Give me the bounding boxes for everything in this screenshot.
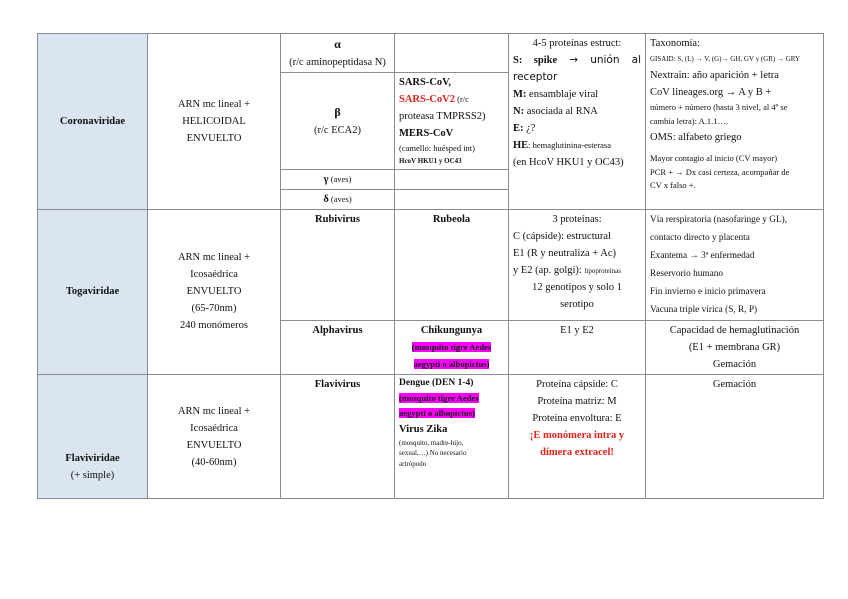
taxonomy-pcr-cont: CV x falso +. — [650, 180, 696, 191]
family-name: Flaviviridae — [65, 453, 120, 465]
taxonomy-oms: OMS: alfabeto griego — [650, 131, 742, 143]
genus-note: (r/c aminopeptidasa N) — [289, 57, 386, 69]
notes-cell — [646, 375, 824, 499]
protein-label: N: — [513, 106, 525, 117]
protein-line: Proteína cápside: C — [536, 379, 618, 391]
taxonomy-pcr: PCR + → Dx casi certeza, acompañar de — [650, 166, 790, 177]
genome-line: ARN mc lineal + — [177, 252, 251, 264]
family-name: Togaviridae — [65, 286, 120, 298]
notes-cell — [646, 209, 824, 321]
family-cell — [38, 34, 148, 210]
taxonomy-lineages: CoV lineages.org → A y B + — [650, 87, 772, 99]
species-note: proteasa TMPRSS2) — [399, 111, 486, 123]
taxonomy-cell — [646, 34, 824, 210]
genus-note: (aves) — [328, 193, 352, 204]
genus-symbol: δ — [323, 193, 329, 205]
species-rubeola — [395, 209, 509, 321]
note-line: Fin invierno e inicio primavera — [650, 287, 766, 298]
protein-he — [513, 137, 641, 154]
genus-note: (r/c ECA2) — [314, 125, 361, 137]
taxonomy-title: Taxonomía: — [650, 38, 701, 49]
vector-highlight: aegypti o albopictus) — [399, 408, 475, 419]
genus-gamma-cell — [281, 169, 395, 189]
protein-text: y E2 (ap. golgi): — [513, 264, 585, 276]
species-sars: SARS-CoV, — [399, 77, 452, 89]
protein-text: ¿? — [523, 123, 536, 134]
genome-line: ENVUELTO — [186, 132, 242, 144]
notes-cell — [646, 321, 824, 375]
species-note: (mosquito, madre-hijo, — [399, 438, 464, 447]
genome-line: HELICOIDAL — [182, 115, 246, 127]
protein-line: Proteína matriz: M — [537, 396, 617, 408]
genome-line: 240 monómeros — [180, 320, 248, 332]
protein-line: E1 y E2 — [560, 325, 594, 337]
species-beta-cell — [395, 73, 509, 169]
protein-s — [513, 52, 641, 86]
protein-line: Proteína envoltura: E — [532, 413, 622, 425]
protein-note: dímera extracel! — [540, 447, 614, 459]
genome-line: ARN mc lineal + — [177, 405, 251, 417]
proteins-cell — [509, 34, 646, 210]
genome-line: ARN mc lineal + — [177, 98, 251, 110]
family-note: (+ simple) — [70, 470, 115, 482]
note-line: Gemación — [712, 359, 757, 371]
protein-text: → unión al receptor — [513, 54, 641, 83]
note-line: Exantema → 3ª enfermedad — [650, 250, 755, 261]
protein-line: 3 proteínas: — [552, 213, 602, 225]
row-togaviridae — [38, 209, 824, 321]
taxonomy-lineages-detail: número + número (hasta 3 nivel, al 4º se — [650, 102, 788, 113]
taxonomy-contagio: Mayor contagio al inicio (CV mayor) — [650, 152, 778, 163]
genome-cell — [148, 34, 281, 210]
note-line: (E1 + membrana GR) — [688, 342, 781, 354]
species-zika: Virus Zika — [399, 424, 448, 436]
protein-line: 12 genotipos y solo 1 — [532, 281, 622, 293]
genome-line: Icosaédrica — [190, 269, 238, 281]
species-sars2 — [399, 91, 504, 108]
protein-e — [513, 120, 641, 137]
genome-line: (40-60nm) — [191, 456, 237, 468]
genus-name: Rubivirus — [315, 213, 360, 225]
protein-note: lipoproteínas — [584, 266, 622, 275]
protein-n — [513, 103, 641, 120]
genus-alpha-cell — [281, 34, 395, 73]
genus-beta-cell — [281, 73, 395, 169]
taxonomy-gisaid: GISAID: S, (L) → V, (G)→ GH, GV y (GR) → GRY — [650, 55, 801, 63]
genus-name: Flavivirus — [314, 379, 361, 391]
vector-highlight: aegypti o albopictus) — [413, 359, 490, 370]
species-note: artrópodo — [399, 459, 427, 468]
genus-rubivirus — [281, 209, 395, 321]
family-cell — [38, 209, 148, 375]
species-delta-cell — [395, 189, 509, 209]
protein-text: : hemaglutinina-esterasa — [528, 140, 612, 150]
species-name: Chikungunya — [420, 325, 483, 337]
proteins-title: 4-5 proteínas estruct: — [532, 38, 622, 49]
species-note: (camello: huésped int) — [399, 143, 476, 154]
species-note: (r/c — [455, 94, 469, 105]
note-line: Gemación — [712, 379, 757, 391]
taxonomy-note: cambia letra — [650, 116, 692, 127]
genus-symbol: α — [334, 37, 341, 51]
species-gamma-cell — [395, 169, 509, 189]
taxonomy-lineages-example — [650, 115, 819, 129]
note-line: Capacidad de hemaglutinación — [669, 325, 800, 337]
genus-symbol: γ — [323, 173, 329, 185]
row-flaviviridae — [38, 375, 824, 499]
genome-line: Icosaédrica — [190, 422, 238, 434]
protein-note: ¡E monómera intra y — [529, 430, 625, 442]
protein-text: ensamblaje viral — [526, 89, 599, 100]
note-line: contacto directo y placenta — [650, 232, 750, 243]
species-name: SARS-CoV2 — [399, 94, 456, 106]
protein-label: S: spike — [513, 55, 558, 66]
vector-highlight: (mosquito tigre Aedes — [399, 392, 479, 403]
virus-table — [37, 33, 824, 499]
genus-flavivirus — [281, 375, 395, 499]
species-name: Rubeola — [432, 213, 471, 225]
proteins-cell — [509, 375, 646, 499]
genome-line: ENVUELTO — [186, 286, 242, 298]
note-line: Reservorio humano — [650, 268, 724, 279]
genus-alphavirus — [281, 321, 395, 375]
protein-label: M: — [513, 89, 527, 100]
genome-line: ENVUELTO — [186, 439, 242, 451]
family-name: Coronaviridae — [59, 115, 126, 127]
protein-label: HE — [513, 140, 529, 151]
protein-text: asociada al RNA — [524, 106, 598, 117]
row-coronaviridae — [38, 34, 824, 73]
protein-he-note: (en HcoV HKU1 y OC43) — [513, 157, 624, 168]
protein-line: E1 (R y neutraliza + Ac) — [513, 247, 617, 259]
species-alpha-cell — [395, 34, 509, 73]
protein-label: E: — [513, 123, 524, 134]
genome-cell — [148, 209, 281, 375]
genus-symbol: β — [334, 104, 341, 119]
species-hcov: HcoV HKU1 y OC43 — [399, 157, 462, 166]
genus-note: (aves) — [328, 173, 352, 184]
family-cell — [38, 375, 148, 499]
genus-name: Alphavirus — [312, 325, 363, 337]
species-flavi-cell — [395, 375, 509, 499]
protein-line — [513, 262, 641, 279]
proteins-cell — [509, 209, 646, 321]
protein-m — [513, 86, 641, 103]
species-note: sexual,…) No necesario — [399, 449, 467, 458]
taxonomy-nextrain: Nextrain: año aparición + letra — [650, 70, 779, 82]
protein-line: serotipo — [560, 298, 594, 310]
vector-highlight: (mosquito tigre Aedes — [411, 342, 492, 353]
proteins-cell — [509, 321, 646, 375]
genome-cell — [148, 375, 281, 499]
note-line: Vacuna triple vírica (S, R, P) — [650, 305, 758, 316]
taxonomy-note: ): A.1.1…. — [691, 116, 729, 127]
protein-line: C (cápside): estructural — [513, 230, 611, 242]
species-chikungunya — [395, 321, 509, 375]
note-line: Vía rerspiratoria (nasofaringe y GL), — [650, 214, 788, 225]
species-dengue: Dengue (DEN 1-4) — [399, 378, 474, 389]
genome-line: (65-70nm) — [191, 303, 237, 315]
genus-delta-cell — [281, 189, 395, 209]
species-mers: MERS-CoV — [399, 128, 454, 140]
